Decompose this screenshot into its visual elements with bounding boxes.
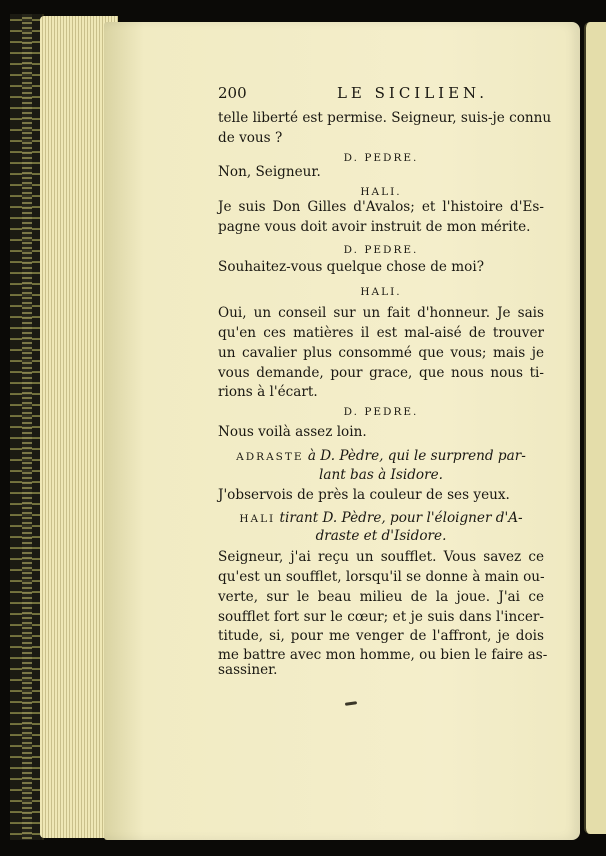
text-line: un cavalier plus consommé que vous; mais je — [218, 345, 544, 361]
page-header — [218, 84, 488, 102]
stage-direction — [218, 510, 544, 526]
text-line: pagne vous doit avoir instruit de mon mérite. — [218, 219, 531, 235]
page-number: 200 — [218, 84, 247, 102]
stage-text: lant bas à Isidore. — [319, 467, 443, 483]
stage-text: à D. Pèdre, qui le surprend par- — [307, 448, 526, 464]
text-line: Non, Seigneur. — [218, 164, 321, 180]
text-line: Nous voilà assez loin. — [218, 424, 367, 440]
text-line: sassiner. — [218, 662, 278, 678]
text-line: soufflet fort sur le cœur; et je suis dans l'incer- — [218, 609, 544, 625]
speaker-name: HALI. — [360, 286, 402, 298]
speaker-name: HALI. — [360, 186, 402, 198]
stage-speaker: ADRASTE — [236, 451, 304, 463]
text-line: titude, si, pour me venger de l'affront, je dois — [218, 628, 544, 644]
speaker-name: D. PEDRE. — [343, 406, 419, 418]
speaker-name: D. PEDRE. — [343, 152, 419, 164]
speaker-name: D. PEDRE. — [343, 244, 419, 256]
text-line: telle liberté est permise. Seigneur, suis-je connu — [218, 110, 552, 126]
stage-text: draste et d'Isidore. — [315, 528, 447, 544]
facing-page-edge — [584, 22, 606, 834]
stage-direction-cont — [218, 528, 544, 544]
text-line: Seigneur, j'ai reçu un soufflet. Vous savez ce — [218, 549, 544, 565]
text-line: rions à l'écart. — [218, 384, 318, 400]
text-line: de vous ? — [218, 130, 283, 146]
stage-direction-cont — [218, 467, 544, 483]
stage-text: tirant D. Pèdre, pour l'éloigner d'A- — [279, 510, 523, 526]
text-line: Souhaitez-vous quelque chose de moi? — [218, 259, 484, 275]
text-line: qu'est un soufflet, lorsqu'il se donne à main ou- — [218, 569, 545, 585]
running-title: LE SICILIEN. — [336, 84, 488, 102]
text-line: verte, sur le beau milieu de la joue. J'ai ce — [218, 589, 544, 605]
text-line: J'observois de près la couleur de ses yeux. — [218, 487, 510, 503]
text-line: qu'en ces matières il est mal-aisé de trouver — [218, 325, 544, 341]
spine-binding — [22, 14, 32, 840]
text-line: me battre avec mon homme, ou bien le faire as- — [218, 647, 548, 663]
stage-direction — [218, 448, 544, 464]
text-line: vous demande, pour grace, que nous nous ti- — [218, 365, 544, 381]
text-line: Je suis Don Gilles d'Avalos; et l'histoire d'Es- — [218, 199, 544, 215]
text-line: Oui, un conseil sur un fait d'honneur. Je sais — [218, 305, 544, 321]
stage-speaker: HALI — [239, 513, 276, 525]
